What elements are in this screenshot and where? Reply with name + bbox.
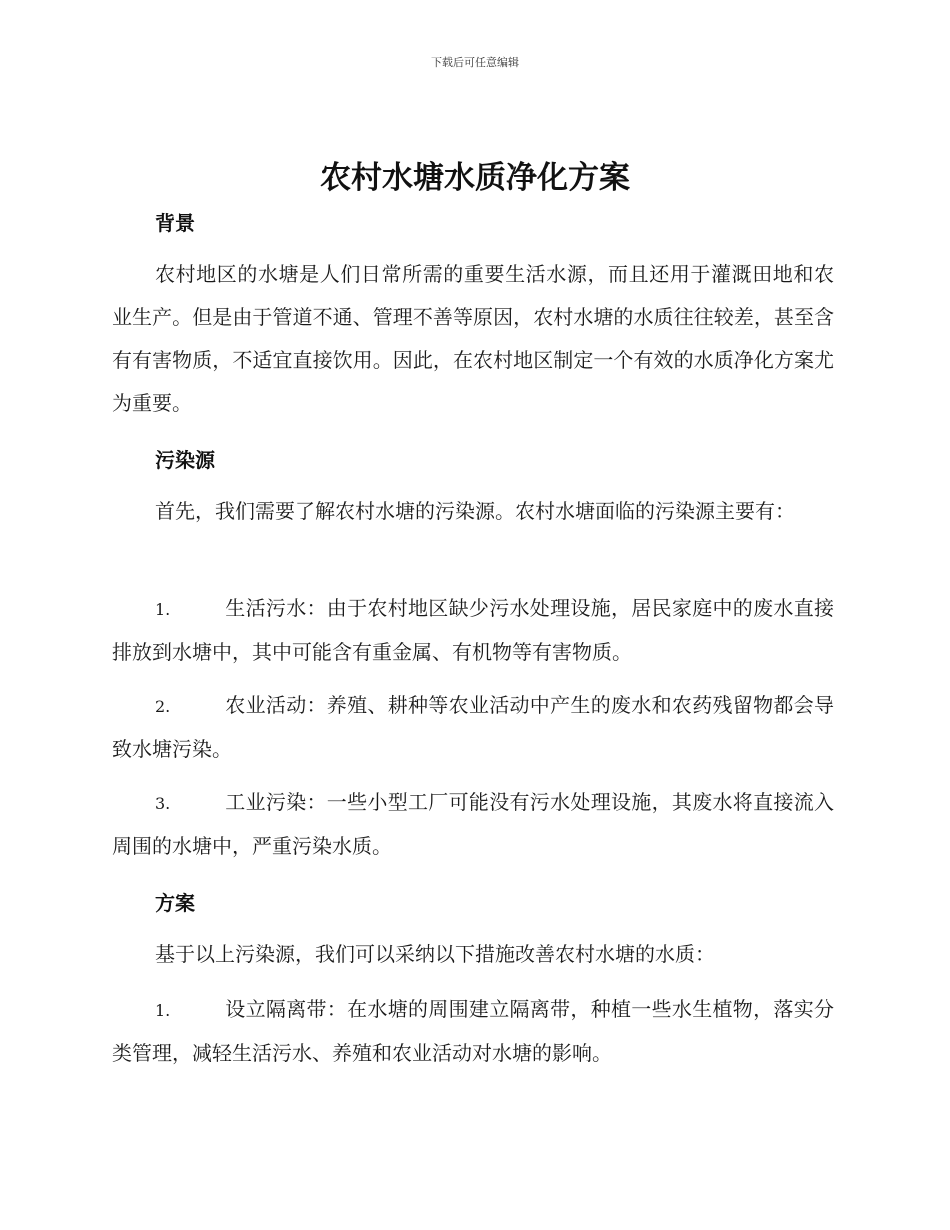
pollution-intro: 首先，我们需要了解农村水塘的污染源。农村水塘面临的污染源主要有： [155, 499, 795, 523]
document-title: 农村水塘水质净化方案 [320, 160, 630, 196]
list-text: 生活污水：由于农村地区缺少污水处理设施，居民家庭中的废水直接排放到水塘中，其中可能含有重金属、有机物等有害物质。 [112, 596, 834, 664]
pollution-intro-block [112, 490, 834, 533]
list-number: 3. [155, 794, 171, 813]
list-text: 工业污染：一些小型工厂可能没有污水处理设施，其废水将直接流入周围的水塘中，严重污染水质。 [112, 790, 834, 858]
background-paragraph: 农村地区的水塘是人们日常所需的重要生活水源，而且还用于灌溉田地和农业生产。但是由于管道不通、管理不善等原因，农村水塘的水质往往较差，甚至含有有害物质，不适宜直接饮用。因此，在农村地区制定一个有效的水质净化方案尤为重要。 [112, 262, 834, 415]
header-note: 下载后可任意编辑 [431, 56, 519, 69]
list-number: 1. [155, 1001, 171, 1020]
background-section [112, 253, 834, 425]
list-text: 农业活动：养殖、耕种等农业活动中产生的废水和农药残留物都会导致水塘污染。 [112, 693, 834, 761]
list-item [112, 684, 834, 771]
list-item [112, 781, 834, 868]
section-heading-pollution: 污染源 [155, 448, 215, 472]
plan-item-1 [112, 988, 834, 1075]
list-number: 2. [155, 697, 171, 716]
list-text: 设立隔离带：在水塘的周围建立隔离带，种植一些水生植物，落实分类管理，减轻生活污水、养殖和农业活动对水塘的影响。 [112, 997, 834, 1065]
pollution-item-2 [112, 684, 834, 771]
pollution-item-3 [112, 781, 834, 868]
list-number: 1. [155, 600, 171, 619]
plan-intro: 基于以上污染源，我们可以采纳以下措施改善农村水塘的水质： [155, 942, 715, 966]
list-item [112, 587, 834, 674]
plan-intro-block [112, 933, 834, 976]
pollution-item-1 [112, 587, 834, 674]
section-heading-background: 背景 [155, 211, 195, 235]
list-item [112, 988, 834, 1075]
section-heading-plan: 方案 [155, 891, 195, 915]
